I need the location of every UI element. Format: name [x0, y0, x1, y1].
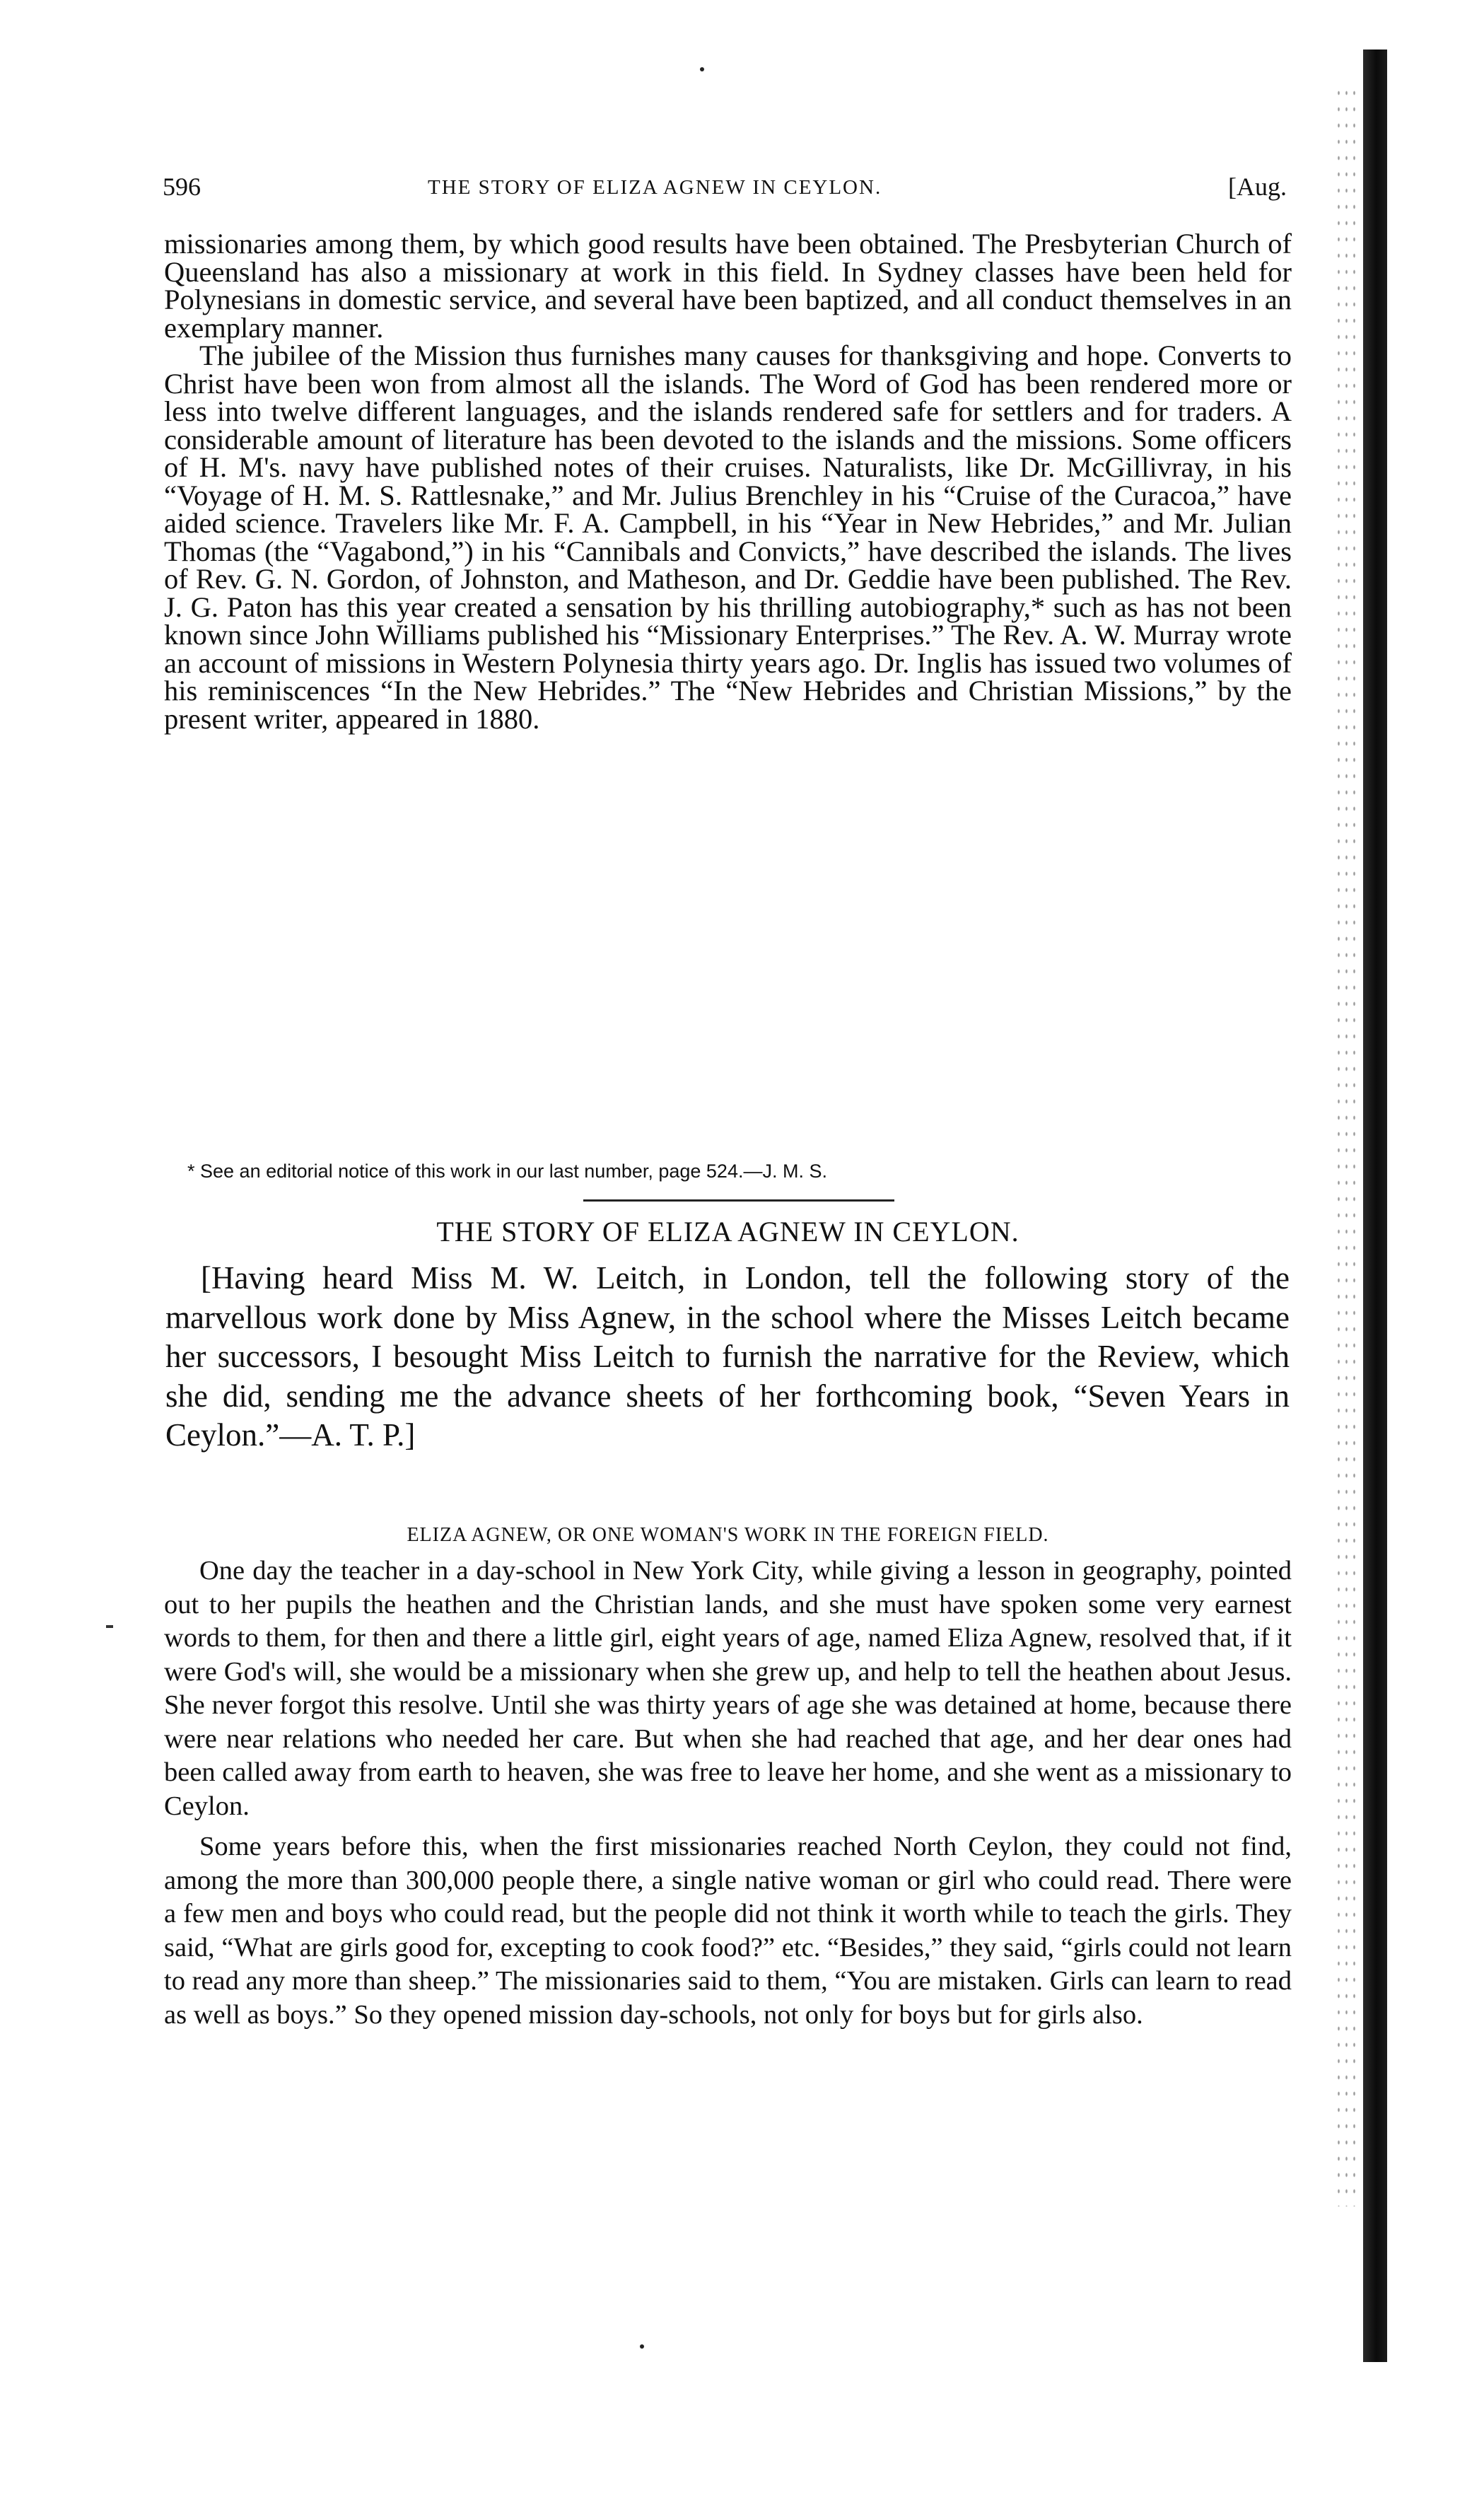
scan-mark-top	[700, 67, 704, 71]
page-header	[163, 172, 1294, 214]
paragraph: The jubilee of the Mission thus furnishes many causes for thanksgiving and hope. Converts to Christ have been won from almost all the islands. The Word of God has been rendered more or less into twelve different languages, and the islands rendered safe for settlers and for traders. A considerable amount of literature has been devoted to the islands and the missions. Some officers of H. M's. navy have published notes of their cruises. Naturalists, like Dr. McGillivray, in his “Voyage of H. M. S. Rattlesnake,” and Mr. Julius Brenchley in his “Cruise of the Curacoa,” have aided science. Travelers like Mr. F. A. Campbell, in his “Year in New Hebrides,” and Mr. Julian Thomas (the “Vagabond,”) in his “Cannibals and Convicts,” have described the islands. The lives of Rev. G. N. Gordon, of Johnston, and Matheson, and Dr. Geddie have been published. The Rev. J. G. Paton has this year created a sensation by his thrilling autobiography,* such as has not been known since John Williams published his “Missionary Enterprises.” The Rev. A. W. Murray wrote an account of missions in Western Polynesia thirty years ago. Dr. Inglis has issued two volumes of his reminiscences “In the New Hebrides.” The “New Hebrides and Christian Missions,” by the present writer, appeared in 1880.	[164, 339, 1292, 735]
header-month: [Aug.	[1228, 173, 1287, 201]
intro-paragraph: [Having heard Miss M. W. Leitch, in London, tell the following story of the marvellous work done by Miss Agnew, in the school where the Misses Leitch became her successors, I besought Miss Leitch to furnish the narrative for the Review, which she did, sending me the advance sheets of her forthcoming book, “Seven Years in Ceylon.”—A. T. P.]	[165, 1260, 1290, 1453]
editor-introduction	[165, 1259, 1290, 1455]
article-subtitle: ELIZA AGNEW, OR ONE WOMAN'S WORK IN THE FOREIGN FIELD.	[407, 1524, 1049, 1546]
scan-speckles	[1335, 85, 1360, 2206]
running-title: THE STORY OF ELIZA AGNEW IN CEYLON.	[428, 176, 882, 199]
paragraph: missionaries among them, by which good results have been obtained. The Presbyterian Church of Queensland has also a missionary at work in this field. In Sydney classes have been held for Polynesians in domestic service, and several have been baptized, and all conduct themselves in an exemplary manner.	[164, 228, 1292, 344]
page-number: 596	[163, 173, 201, 201]
margin-mark	[106, 1625, 113, 1628]
binding-edge	[1363, 50, 1387, 2362]
article-title: THE STORY OF ELIZA AGNEW IN CEYLON.	[436, 1216, 1019, 1248]
paragraph: Some years before this, when the first missionaries reached North Ceylon, they could not find, among the more than 300,000 people there, a single native woman or girl who could read. There were a few men and boys who could read, but the people did not think it worth while to teach the girls. They said, “What are girls good for, excepting to cook food?” etc. “Besides,” they said, “girls could not learn to read any more than sheep.” The missionaries said to them, “You are mistaken. Girls can learn to read as well as boys.” So they opened mission day-schools, not only for boys but for girls also.	[164, 1832, 1292, 2030]
footnote: * See an editorial notice of this work in our last number, page 524.—J. M. S.	[187, 1161, 827, 1182]
previous-article-text	[164, 230, 1292, 733]
scan-mark-bottom	[640, 2344, 644, 2349]
article-body	[164, 1554, 1292, 2032]
paragraph: One day the teacher in a day-school in New York City, while giving a lesson in geography, pointed out to her pupils the heathen and the Christian lands, and she must have spoken some very earnest words to them, for then and there a little girl, eight years of age, named Eliza Agnew, resolved that, if it were God's will, she would be a missionary when she grew up, and help to tell the heathen about Jesus. She never forgot this resolve. Until she was thirty years of age she was detained at home, because there were near relations who needed her care. But when she had reached that age, and her dear ones had been called away from earth to heaven, she was free to leave her home, and she went as a missionary to Ceylon.	[164, 1556, 1292, 1821]
section-divider	[583, 1199, 894, 1202]
